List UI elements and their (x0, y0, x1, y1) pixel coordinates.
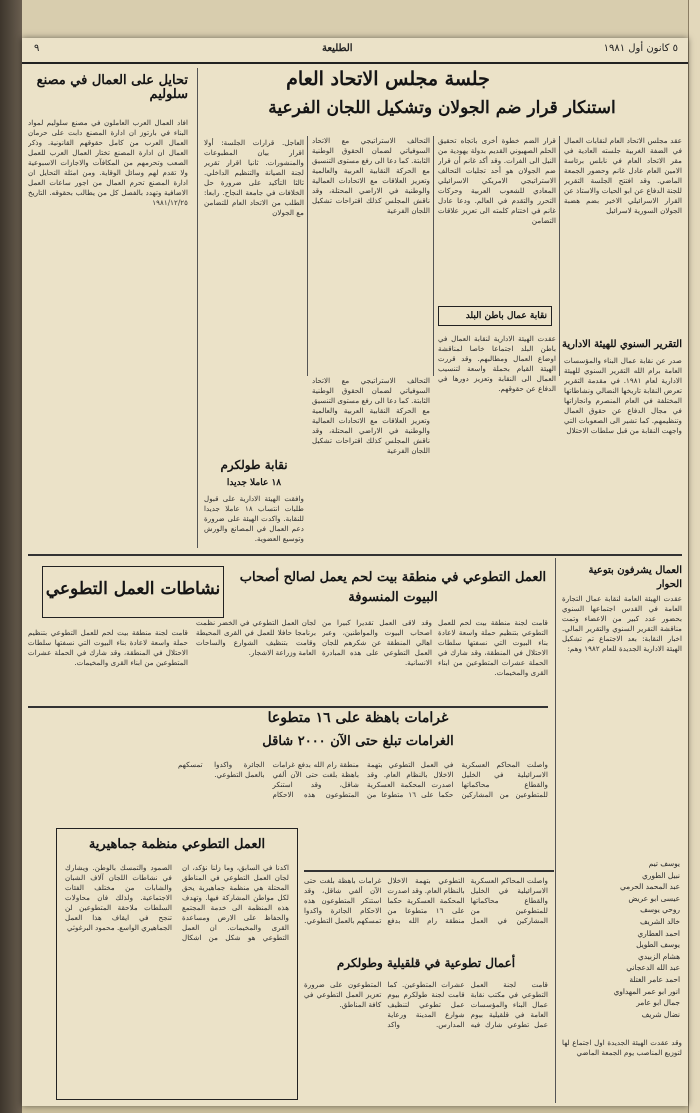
fines-continued: واصلت المحاكم العسكرية الاسرائيلية في الخليل والقطاع محاكماتها للمتطوعين من المشاركين في العمل التطوعي بتهمة الاخلال بالنظام العام. وقد اصدرت المحكمة العسكرية حكما على ١٦ متطوعا من منطقة رام الله بدفع غرامات باهظة بلغت حتى الآن ألفي شاقل، وقد استنكر المتطوعون هذه الاحكام الجائرة واكدوا تمسكهم بالعمل التطوعي. (304, 876, 548, 925)
edge-chars (689, 60, 700, 87)
member-item: هشام الزبيدي (637, 951, 680, 961)
member-item: روحي يوسف (640, 905, 680, 915)
page-number: ٩ (34, 43, 40, 54)
volunteer-body-c: لجان العمل التطوعي في الخضر نظمت برنامجا حافلا للعمل في القرى المحيطة وقامت بتنظيف الشوارع والساحات العامة وزراعة الاشجار. (196, 618, 316, 657)
column-divider (559, 136, 560, 376)
council-headline: استنكار قرار ضم الجولان وتشكيل اللجان الفرعية (268, 98, 616, 118)
volunteer-banner-box (42, 566, 224, 618)
member-item: نبيل الطوري (641, 870, 680, 880)
union-body: عقدت الهيئة الادارية لنقابة العمال في باطن البلد اجتماعا خاصا لمناقشة اوضاع العمال ومطالبهم. وقد قررت الهيئة القيام بحملة واسعة لتنسيب العمال الى النقابة وتعزيز دورها في الدفاع عن حقوقهم. (438, 334, 556, 393)
mass-org-box (56, 828, 298, 1100)
council-col-3: التحالف الاستراتيجي مع الاتحاد السوفياتي لضمان الحقوق الوطنية الثابتة. كما دعا الى رفع مستوى التنسيق مع الحركة النقابية العربية والعالمية وتعزيز العلاقات مع الاتحادات العمالية والوطنية في الاراضي المحتلة، وقد ناقش المجلس كذلك اقتراحات تشكيل اللجان الفرعية (312, 136, 430, 215)
newspaper-page (22, 38, 688, 1106)
members-list (560, 858, 680, 1020)
page-header (22, 38, 688, 64)
union-title-box (438, 306, 552, 326)
council-continued: التحالف الاستراتيجي مع الاتحاد السوفياتي لضمان الحقوق الوطنية الثابتة. كما دعا الى رفع مستوى التنسيق مع الحركة النقابية العربية والعالمية وتعزيز العلاقات مع الاتحادات العمالية والوطنية في الاراضي المحتلة، وقد ناقش المجلس كذلك اقتراحات تشكيل اللجان الفرعية (312, 376, 430, 455)
member-item: عيسى ابو عريض (628, 893, 680, 903)
member-item: يوسف الطويل (636, 940, 680, 950)
member-item: عبد الله الدعجاني (626, 963, 680, 973)
side-footer: وقد عقدت الهيئة الجديدة اول اجتماع لها لتوزيع المناصب يوم الجمعة الماضي (562, 1038, 682, 1057)
column-divider (307, 136, 308, 376)
council-col-1: عقد مجلس الاتحاد العام لنقابات العمال في الضفة الغربية جلسته العادية في مقر الاتحاد العام في نابلس برئاسة الامين العام عادل غانم وحضور الجمعة الماضي. وقد افتتح الجلسة التقرير للجنة الدفاع عن ابو الحيات والاستاذ عن القرار الاسرائيلي الاخير بضم هضبة الجولان السورية لاسرائيل (564, 136, 682, 215)
side-title: العمال يشرفون بتوعية الحوار (588, 565, 682, 590)
mass-org-body: اكدنا في السابق، وما زلنا نؤكد، ان لجان العمل التطوعي في المناطق المحتلة هي منظمة جماهيرية يحق لكل مواطن المشاركة فيها. وتهدف هذه المنظمة الى خدمة المجتمع والحفاظ على الارض ومساعدة القرى والمخيمات. ان العمل التطوعي هو شكل من اشكال الصمود والتمسك بالوطن. ويشارك في نشاطات اللجان آلاف الشبان والشابات من مختلف الفئات الاجتماعية. ولذلك فان محاولات السلطات ملاحقة المتطوعين لن تنجح في ايقاف هذا العمل الجماهيري الواسع. محمود البرغوثي (65, 863, 289, 942)
member-item: احمد العطاري (637, 928, 680, 938)
tulkarm-body: وافقت الهيئة الادارية على قبول طلبات انتساب ١٨ عاملا جديدا للنقابة. واكدت الهيئة على ضرورة دعم العمال في المصانع والورش وتوسيع العضوية. (204, 494, 304, 543)
member-item: انور ابو عمر المهداوي (613, 986, 680, 996)
council-col-2: قرار الضم خطوة أخرى باتجاه تحقيق الحلم الصهيوني القديم بدولة يهودية من النيل الى الفرات. وقد أكد غانم أن قرار ضم الجولان هو أحد تجليات التحالف الاستراتيجي الامريكي الاسرائيلي المعادي للشعوب العربية وحركات التحرر والتقدم في العالم. ودعا عادل غانم في اختتام كلمته الى تعزيز علاقات التضامن (438, 136, 556, 225)
member-item: خالد الشريف (640, 916, 680, 926)
volunteer-body-d: قامت لجنة منطقة بيت لحم للعمل التطوعي بتنظيم حملة واسعة لاعادة بناء البيوت التي نسفتها سلطات الاحتلال في المنطقة، وقد شارك في الحملة عشرات المتطوعين من ابناء القرى والمخيمات. (28, 628, 188, 667)
next-page-edge (688, 0, 700, 1113)
tulkarm-title: نقابة طولكرم (220, 458, 288, 472)
fines-body: واصلت المحاكم العسكرية الاسرائيلية في الخليل والقطاع محاكماتها للمتطوعين من المشاركين في العمل التطوعي بتهمة الاخلال بالنظام العام. وقد اصدرت المحكمة العسكرية حكما على ١٦ متطوعا من منطقة رام الله بدفع غرامات باهظة بلغت حتى الآن ألفي شاقل، وقد استنكر المتطوعون هذه الاحكام الجائرة واكدوا تمسكهم بالعمل التطوعي. (178, 760, 548, 799)
section-rule (28, 706, 548, 708)
column-divider (197, 68, 198, 548)
council-kicker: جلسة مجلس الاتحاد العام (286, 68, 490, 90)
member-item: عبد المحمد الحرمي (620, 882, 680, 892)
member-item: يوسف تيم (648, 859, 680, 868)
volunteer-body-b: وقد لاقى العمل تقديرا كبيرا من اصحاب البيوت والمواطنين، وعبر اهالي المنطقة عن شكرهم للجان العمل التطوعي على هذه المبادرة الانسانية. (322, 618, 432, 667)
issue-date: ٥ كانون أول ١٩٨١ (603, 43, 678, 54)
member-item: جمال ابو عامر (636, 998, 680, 1008)
scan-top-strip (22, 0, 688, 39)
side-body: عقدت الهيئة العامة لنقابة عمال التجارة العامة في القدس اجتماعها السنوي بحضور عدد كبير من الاعضاء وتمت مناقشة التقرير السنوي والتقرير المالي. اخبار النقابة: بعد الاجتماع تم تشكيل الهيئة الادارية الجديدة للعام ١٩٨٢ وهم: (562, 594, 682, 653)
section-title: الطليعة (322, 43, 353, 54)
fines-subheadline: الغرامات تبلغ حتى الآن ٢٠٠٠ شاقل (262, 734, 454, 749)
book-binding (0, 0, 22, 1113)
tulkarm-subtitle: ١٨ عاملا جديدا (226, 478, 282, 488)
camp-body: افاد العمال العرب العاملون في مصنع سلوليم لمواد البناء في بارتوز ان ادارة المصنع دابت على حرمان العمال العرب من كامل حقوقهم القانونية. وذكر العمال ان ادارة المصنع تختار العمال العرب للعمل الصعب وتحرمهم من المكافآت والاجازات الاسبوعية ولا تقدم لهم وسائل الوقاية. ومن امثلة التحايل ان ادارة المصنع تحرم العمال من اجور ساعات العمل الاضافية وتهدد بالفصل كل من يطالب بحقوقه. التاريخ ١٩٨١/١٢/٢٥ (28, 118, 188, 207)
member-item: نضال شريف (641, 1009, 680, 1019)
report-title: التقرير السنوي للهيئة الادارية (562, 339, 682, 350)
volunteer-banner: نشاطات العمل التطوعي (45, 579, 221, 599)
section-rule (28, 554, 682, 556)
volunteer-body-a: قامت لجنة منطقة بيت لحم للعمل التطوعي بتنظيم حملة واسعة لاعادة بناء البيوت التي نسفتها سلطات الاحتلال في المنطقة، وقد شارك في الحملة عشرات المتطوعين من ابناء القرى والمخيمات. (438, 618, 548, 677)
member-item: احمد عامر الغتلة (629, 974, 680, 984)
section-rule (304, 870, 554, 872)
union-title: نقابة عمال باطن البلد (465, 311, 547, 321)
report-body: صدر عن نقابة عمال البناء والمؤسسات العامة برام الله التقرير السنوي للهيئة الادارية لعام ١٩٨١. في مقدمة التقرير تعرض النقابة تاريخها النضالي ونشاطاتها المختلفة في العام المنصرم وانجازاتها في مجال الدفاع عن حقوق العمال وتنظيمهم. كما تشير الى الصعوبات التي واجهت النقابة من قبل سلطات الاحتلال (564, 356, 682, 435)
qalqilya-headline: أعمال تطوعية في قلقيلية وطولكرم (336, 956, 516, 970)
column-divider (433, 136, 434, 376)
camp-headline: تحايل على العمال في مصنع سلوليم (36, 73, 188, 102)
volunteer-headline: العمل التطوعي في منطقة بيت لحم يعمل لصالح أصحاب البيوت المنسوفة (239, 570, 547, 605)
column-divider (555, 558, 556, 1103)
mass-org-headline: العمل التطوعي منظمة جماهيرية (88, 837, 266, 852)
qalqilya-body: قامت لجنة العمل التطوعي في مكتب نقابة عمال البناء والمؤسسات العامة في قلقيلية بيوم عمل تطوعي شارك فيه عشرات المتطوعين. كما قامت لجنة طولكرم بيوم عمل تطوعي لتنظيف شوارع المدينة ورعاية المدارس. واكد المتطوعون على ضرورة تعزيز العمل التطوعي في كافة المناطق. (304, 980, 548, 1029)
fines-headline: غرامات باهظة على ١٦ متطوعا (267, 710, 449, 726)
council-col-4: العاجل. قرارات الجلسة: أولا اقرار بيان المطبوعات والمنشورات. ثانيا اقرار تقرير لجنة الصيانة والتنظيم الداخلي. ثالثا التأكيد على ضرورة حل الخلافات في جامعة النجاح. رابعا: الطلب من الاتحاد العام للتضامن مع الجولان (204, 138, 304, 217)
